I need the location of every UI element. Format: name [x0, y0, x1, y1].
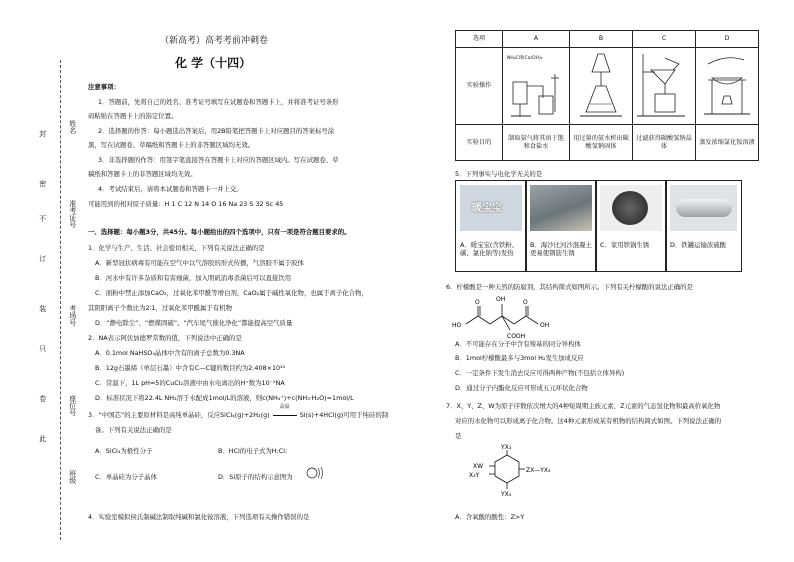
q7-stem-cont: 对应的水化物可以形成离子化合物。这4种元素形成某有机物的结构简式如图。下列说法正确的	[455, 417, 722, 425]
reagent-label: NH₄Cl和Ca(OH)₂	[507, 56, 543, 61]
q1-option-b: B．河水中有许多杂质和有害细菌，加入明矾消毒杀菌后可以直接饮用	[95, 274, 292, 282]
ammonia-apparatus-image	[509, 64, 565, 120]
struct-yx3-bottom: YX₃	[501, 491, 512, 498]
sea-sand-photo	[530, 185, 592, 231]
label-class: 班级	[68, 470, 77, 484]
q1-option-c-cont: 其阴阳离子个数比为2∶1，过氧化苯甲酰属于有机物	[88, 304, 232, 312]
citric-acid-structure	[452, 292, 562, 340]
q3-option-b: B．HCl的电子式为H:Cl:	[218, 447, 288, 455]
q3-stem-end: Si(s)+4HCl(g)可用于纯硅的制	[299, 411, 389, 419]
q2-stem: 2．NA表示阿伏加德罗常数的值，下列说法中正确的是	[88, 334, 242, 342]
q5-option-d: D．铁罐运输浓硫酸	[670, 241, 727, 249]
reaction-condition: 高温	[279, 404, 290, 410]
q3-option-c: C．单晶硅为分子晶体	[95, 473, 157, 481]
struct-zx-yx3: ZX—YX₃	[526, 467, 551, 474]
evaporation-image	[698, 50, 756, 120]
q2-option-b: B．12g石墨烯（单层石墨）中含有C—C键的数目约为2.408×10²⁴	[95, 364, 286, 372]
struct-xw: XW	[473, 463, 484, 470]
wok-photo	[600, 185, 662, 231]
q7-stem: 7．X、Y、Z、W为原子序数依次增大的4种短周期主族元素，Z元素的气态氢化物和最高价氧化物	[446, 402, 721, 410]
q5-option-b: B．海沙比河沙混凝土更易使钢筋生锈	[530, 241, 592, 257]
si-atom-diagram	[306, 466, 326, 480]
goal-d: 蒸发浓缩氯化铵溶液	[696, 125, 759, 161]
goal-c: 过滤获得碳酸氢钠晶体	[633, 125, 696, 161]
seal-line	[60, 60, 61, 540]
seal-char: 订	[38, 255, 47, 262]
struct-cooh: COOH	[507, 333, 526, 340]
apparatus-d	[696, 48, 759, 125]
struct-o-left: O	[475, 299, 480, 306]
paper-title: 化 学（十四）	[175, 56, 252, 70]
q3-option-a: A．SiCl₄为极性分子	[95, 447, 153, 455]
q2-option-a: A．0.1mol NaHSO₄晶体中含有的离子总数为0.3NA	[95, 349, 245, 357]
q1-option-d: D．“静电除尘”、“燃煤固硫”、“汽车尾气催化净化”都能提高空气质量	[95, 319, 293, 327]
q7-structure	[455, 444, 565, 504]
struct-yx3-top: YX₃	[501, 444, 512, 451]
q2-option-d: D．标准状况下将22.4L NH₃溶于水配成1mol/L的溶液，则c(NH₄⁺)+c(NH₃·H₂O)=1mol/L	[95, 394, 354, 402]
table-header: D	[696, 31, 759, 48]
struct-o-right: O	[523, 299, 528, 306]
q6-option-a: A．不可能存在分子中含有羧基的同分异构体	[455, 340, 581, 348]
seal-char: 不	[38, 215, 47, 222]
seal-char: 封	[38, 130, 47, 137]
note-line: 2．选择题的作答：每小题选出答案后，用2B铅笔把答题卡上对应题目的答案标号涂	[98, 127, 335, 135]
table-header: B	[570, 31, 633, 48]
table-header: 选项	[456, 31, 503, 48]
q5-card-d	[665, 180, 742, 272]
q6-stem: 6．柠檬酸是一种天然的防腐剂，其结构简式如图所示。下列有关柠檬酸的说法正确的是	[446, 283, 693, 291]
tanker-photo	[670, 185, 737, 231]
label-exam-id: 准考证号	[68, 200, 77, 228]
filtration-image	[635, 50, 693, 120]
q5-card-a	[455, 180, 527, 272]
q7-stem-end: 是	[455, 432, 462, 440]
note-line: 稿纸和答题卡上的非答题区域均无效。	[88, 170, 197, 178]
label-room: 考场号	[68, 305, 77, 326]
handwarmer-brand: 暖宝宝	[472, 203, 502, 214]
label-name: 姓名	[68, 120, 77, 134]
q6-option-c: C．一定条件下发生消去反应可得两种产物(不包括立体异构)	[455, 369, 625, 377]
note-line: 码粘贴在答题卡上的指定位置。	[88, 112, 178, 120]
q5-card-b	[525, 180, 597, 272]
goal-b: 用过量的氨水析出碳酸氢钠固体	[570, 125, 633, 161]
apparatus-c	[633, 48, 696, 125]
row-label-operation: 实验操作	[456, 48, 503, 125]
note-line: 3．非选择题的作答：用签字笔直接答在答题卡上对应的答题区域内。写在试题卷、草	[98, 156, 339, 164]
row-label-purpose: 实验目的	[456, 125, 503, 161]
handwarmer-photo	[460, 185, 522, 231]
q3-stem	[88, 404, 389, 419]
q3-option-d: D．Si原子的结构示意图为	[218, 473, 293, 481]
note-line: 黑，写在试题卷、草稿纸和答题卡上的非答题区域均无效。	[88, 141, 255, 149]
section-heading: 一、选择题：每小题3分，共45分。每小题给出的四个选项中，只有一项是符合题目要求的。	[88, 228, 351, 236]
atomic-masses: 可能用到的相对原子质量：H 1 C 12 N 14 O 16 Na 23 S 32 Sc 45	[88, 200, 284, 208]
seal-char: 装	[38, 305, 47, 312]
experiment-table	[455, 30, 759, 161]
q5-card-c	[595, 180, 667, 272]
notes-title: 注意事项：	[88, 83, 120, 91]
note-line: 1．答题前，先将自己的姓名、准考证号填写在试题卷和答题卡上，并将准考证号条形	[98, 98, 339, 106]
label-seat: 座位号	[68, 395, 77, 416]
note-line: 4．考试结束后，请将本试题卷和答题卡一并上交。	[98, 185, 243, 193]
reaction-arrow	[272, 404, 298, 419]
q3-stem-cont: 备。下列有关说法正确的是	[95, 426, 172, 434]
seal-char: 此	[38, 435, 47, 442]
q3-stem-start: 3．“中国芯”的主要原材料是高纯单晶硅，反应SiCl₄(g)+2H₂(g)	[88, 411, 270, 419]
q5-option-c: C．家用铁锅生锈	[600, 241, 650, 249]
goal-a: 制取氨气将其溶于饱和食盐水	[503, 125, 570, 161]
struct-x3y: X₃Y	[469, 472, 480, 479]
q6-option-d: D．通过分子内酯化反应可形成五元环状化合物	[455, 384, 588, 392]
q1-option-c: C．面粉中禁止添加CaO₂，过氧化苯甲酰等增白剂，CaO₂属于碱性氧化物，也属于离子化合物，	[95, 289, 368, 297]
struct-oh-top: OH	[496, 296, 506, 303]
q7-option-a: A．含氧酸的酸性：Z>Y	[455, 513, 525, 521]
q5-option-a: A．暖宝宝(含铁粉、碳、氯化钠等)发热	[460, 241, 518, 257]
struct-oh-right: OH	[540, 322, 550, 329]
table-header: C	[633, 31, 696, 48]
q6-option-b: B．1mol柠檬酸最多与3mol H₂发生加成反应	[455, 354, 584, 362]
table-header: A	[503, 31, 570, 48]
apparatus-b	[570, 48, 633, 125]
seal-char: 密	[38, 180, 47, 187]
separating-funnel-image	[572, 50, 630, 120]
q4-stem: 4．实验室模拟侯氏制碱法制取纯碱和氯化铵溶液，下列选项有关操作错误的是	[88, 513, 310, 521]
paper-subtitle: （新高考）高考考前冲刺卷	[160, 36, 269, 46]
apparatus-a	[503, 48, 570, 125]
seal-char: 只	[38, 345, 47, 352]
struct-ho: HO	[452, 322, 462, 329]
seal-char: 卷	[38, 395, 47, 402]
q5-stem: 5．下列事实与电化学无关的是	[455, 170, 543, 178]
q1-option-a: A．新型冠状病毒有可能在空气中以气溶胶的形式传播，气溶胶不属于胶体	[95, 259, 304, 267]
q1-stem: 1．化学与生产、生活、社会密切相关，下列有关说法正确的是	[88, 244, 265, 252]
q2-option-c: C．常温下，1L pH=5的CuCl₂溶液中由水电离出的H⁺数为10⁻⁵NA	[95, 379, 285, 387]
